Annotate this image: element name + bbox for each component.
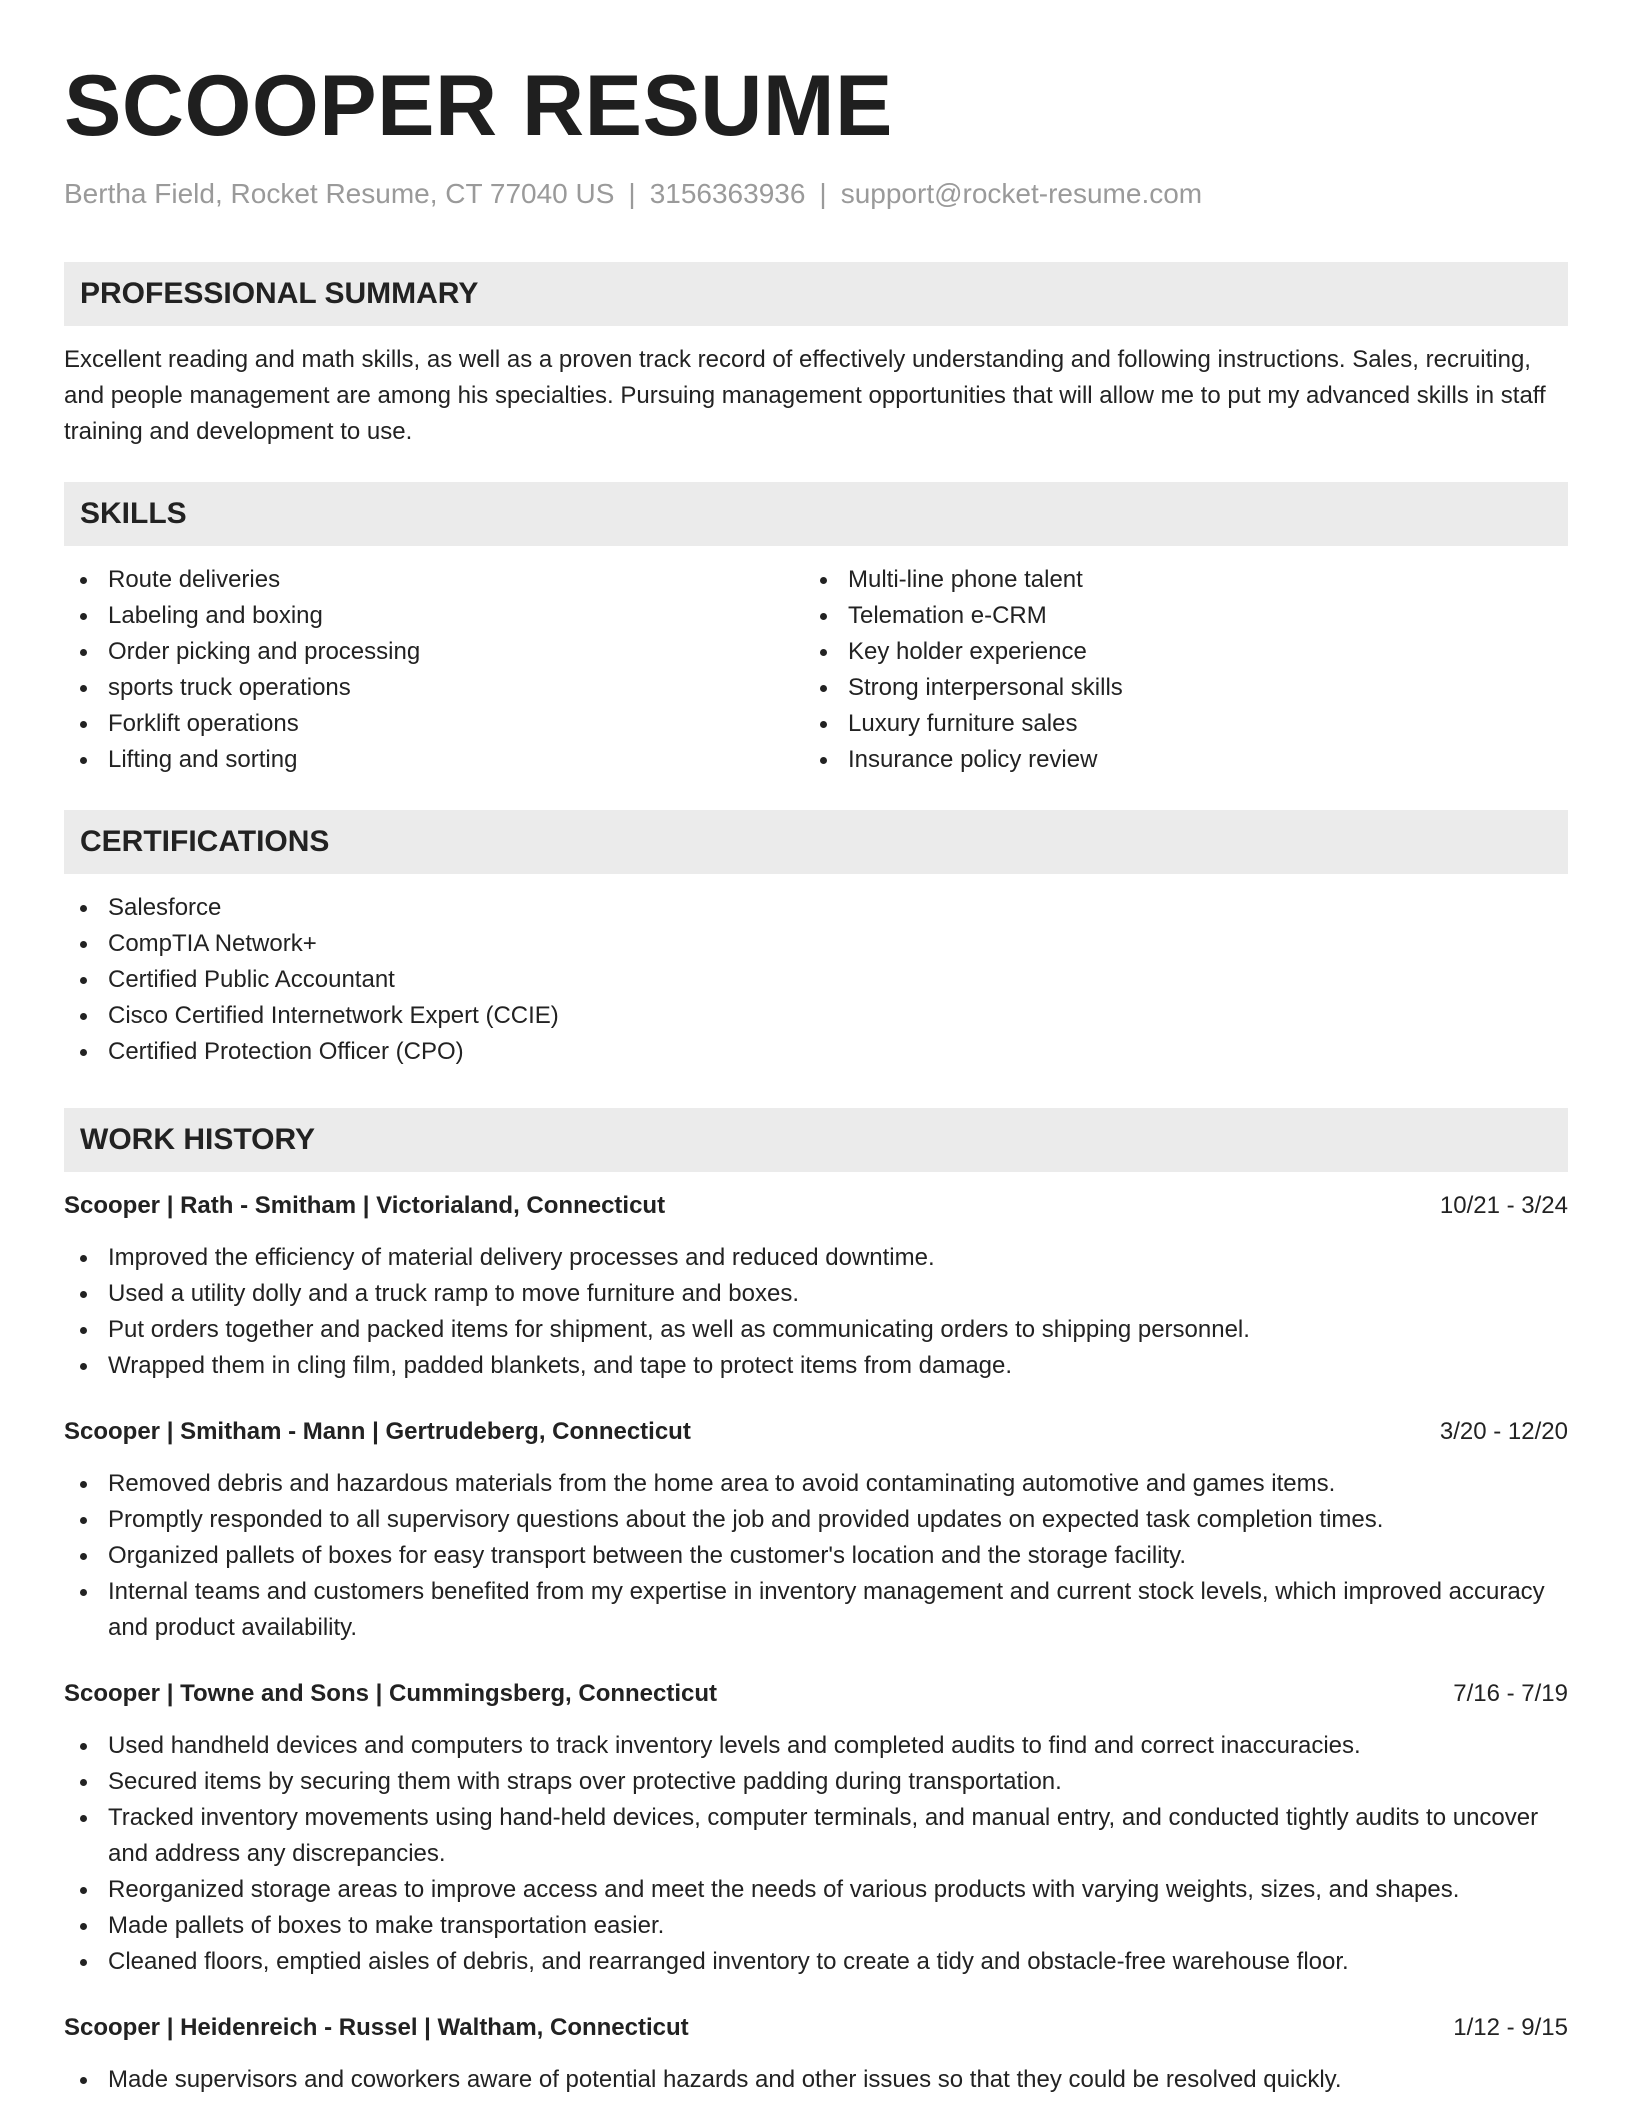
job-bullet: Cleaned floors, emptied aisles of debris, and rearranged inventory to create a tidy and obstacle-free warehouse floor. xyxy=(64,1944,1568,1980)
job-bullet: Used handheld devices and computers to track inventory levels and completed audits to find and correct inaccuracies. xyxy=(64,1728,1568,1764)
job-title: Scooper | Smitham - Mann | Gertrudeberg, Connecticut xyxy=(64,1418,691,1445)
contact-separator: | xyxy=(819,178,827,209)
summary-text: Excellent reading and math skills, as well as a proven track record of effectively understanding and following instructions. Sales, recruiting, and people management are among his specialties. Pursuing management opportunities that will allow me to put my advanced skills in staff training and development to use. xyxy=(64,346,1546,445)
job-dates: 1/12 - 9/15 xyxy=(1453,2014,1568,2041)
skill-item: Route deliveries xyxy=(64,562,804,598)
job-entry xyxy=(64,2010,1568,2098)
skill-item: Labeling and boxing xyxy=(64,598,804,634)
contact-address: Bertha Field, Rocket Resume, CT 77040 US xyxy=(64,178,615,209)
job-bullet: Internal teams and customers benefited from my expertise in inventory management and current stock levels, which improved accuracy and product availability. xyxy=(64,1574,1568,1646)
job-header xyxy=(64,1188,1568,1224)
skill-item: Order picking and processing xyxy=(64,634,804,670)
job-bullet: Reorganized storage areas to improve access and meet the needs of various products with varying weights, sizes, and shapes. xyxy=(64,1872,1568,1908)
job-bullet: Promptly responded to all supervisory questions about the job and provided updates on expected task completion times. xyxy=(64,1502,1568,1538)
skill-item: Lifting and sorting xyxy=(64,742,804,778)
skill-item: Key holder experience xyxy=(804,634,1544,670)
contact-separator: | xyxy=(628,178,636,209)
job-bullet: Made supervisors and coworkers aware of potential hazards and other issues so that they could be resolved quickly. xyxy=(64,2062,1568,2098)
job-bullet: Removed debris and hazardous materials from the home area to avoid contaminating automotive and games items. xyxy=(64,1466,1568,1502)
skill-item: sports truck operations xyxy=(64,670,804,706)
resume-title: SCOOPER RESUME xyxy=(64,58,893,154)
certification-item: CompTIA Network+ xyxy=(64,926,1568,962)
job-header xyxy=(64,2010,1568,2046)
job-bullets xyxy=(64,1466,1568,1646)
skills-list-left xyxy=(64,562,804,778)
job-title: Scooper | Towne and Sons | Cummingsberg, Connecticut xyxy=(64,1680,718,1707)
skills-column-right xyxy=(804,562,1544,778)
job-bullet: Made pallets of boxes to make transportation easier. xyxy=(64,1908,1568,1944)
job-dates: 7/16 - 7/19 xyxy=(1453,1680,1568,1707)
certifications-list xyxy=(64,890,1568,1070)
skills-column-left xyxy=(64,562,804,778)
certifications-section xyxy=(64,810,1568,1070)
job-bullet: Used a utility dolly and a truck ramp to move furniture and boxes. xyxy=(64,1276,1568,1312)
summary-section xyxy=(64,262,1568,450)
job-bullet: Put orders together and packed items for shipment, as well as communicating orders to shipping personnel. xyxy=(64,1312,1568,1348)
contact-phone: 3156363936 xyxy=(649,178,806,209)
certification-item: Certified Protection Officer (CPO) xyxy=(64,1034,1568,1070)
contact-line xyxy=(64,176,1568,212)
contact-email: support@rocket-resume.com xyxy=(840,178,1203,209)
skills-section xyxy=(64,482,1568,778)
job-title: Scooper | Rath - Smitham | Victorialand, Connecticut xyxy=(64,1192,666,1219)
section-heading-summary: PROFESSIONAL SUMMARY xyxy=(64,262,1568,326)
section-heading-work-history: WORK HISTORY xyxy=(64,1108,1568,1172)
job-title: Scooper | Heidenreich - Russel | Waltham, Connecticut xyxy=(64,2014,689,2041)
job-bullet: Wrapped them in cling film, padded blankets, and tape to protect items from damage. xyxy=(64,1348,1568,1384)
job-bullets xyxy=(64,1728,1568,1980)
skill-item: Strong interpersonal skills xyxy=(804,670,1544,706)
skill-item: Telemation e-CRM xyxy=(804,598,1544,634)
certification-item: Cisco Certified Internetwork Expert (CCIE) xyxy=(64,998,1568,1034)
job-dates: 10/21 - 3/24 xyxy=(1439,1192,1568,1219)
job-header xyxy=(64,1414,1568,1450)
certification-item: Certified Public Accountant xyxy=(64,962,1568,998)
work-history-section xyxy=(64,1108,1568,2098)
job-header xyxy=(64,1676,1568,1712)
job-bullet: Tracked inventory movements using hand-held devices, computer terminals, and manual entry, and conducted tightly audits to uncover and address any discrepancies. xyxy=(64,1800,1568,1872)
job-bullet: Organized pallets of boxes for easy transport between the customer's location and the storage facility. xyxy=(64,1538,1568,1574)
section-heading-skills: SKILLS xyxy=(64,482,1568,546)
skill-item: Multi-line phone talent xyxy=(804,562,1544,598)
skill-item: Forklift operations xyxy=(64,706,804,742)
job-bullet: Improved the efficiency of material delivery processes and reduced downtime. xyxy=(64,1240,1568,1276)
job-dates: 3/20 - 12/20 xyxy=(1439,1418,1568,1445)
certification-item: Salesforce xyxy=(64,890,1568,926)
skills-grid xyxy=(64,562,1568,778)
skills-list-right xyxy=(804,562,1544,778)
skill-item: Insurance policy review xyxy=(804,742,1544,778)
job-bullets xyxy=(64,1240,1568,1384)
skill-item: Luxury furniture sales xyxy=(804,706,1544,742)
job-bullet: Secured items by securing them with straps over protective padding during transportation. xyxy=(64,1764,1568,1800)
job-entry xyxy=(64,1676,1568,1980)
job-bullets xyxy=(64,2062,1568,2098)
section-heading-certifications: CERTIFICATIONS xyxy=(64,810,1568,874)
job-entry xyxy=(64,1414,1568,1646)
job-entry xyxy=(64,1188,1568,1384)
